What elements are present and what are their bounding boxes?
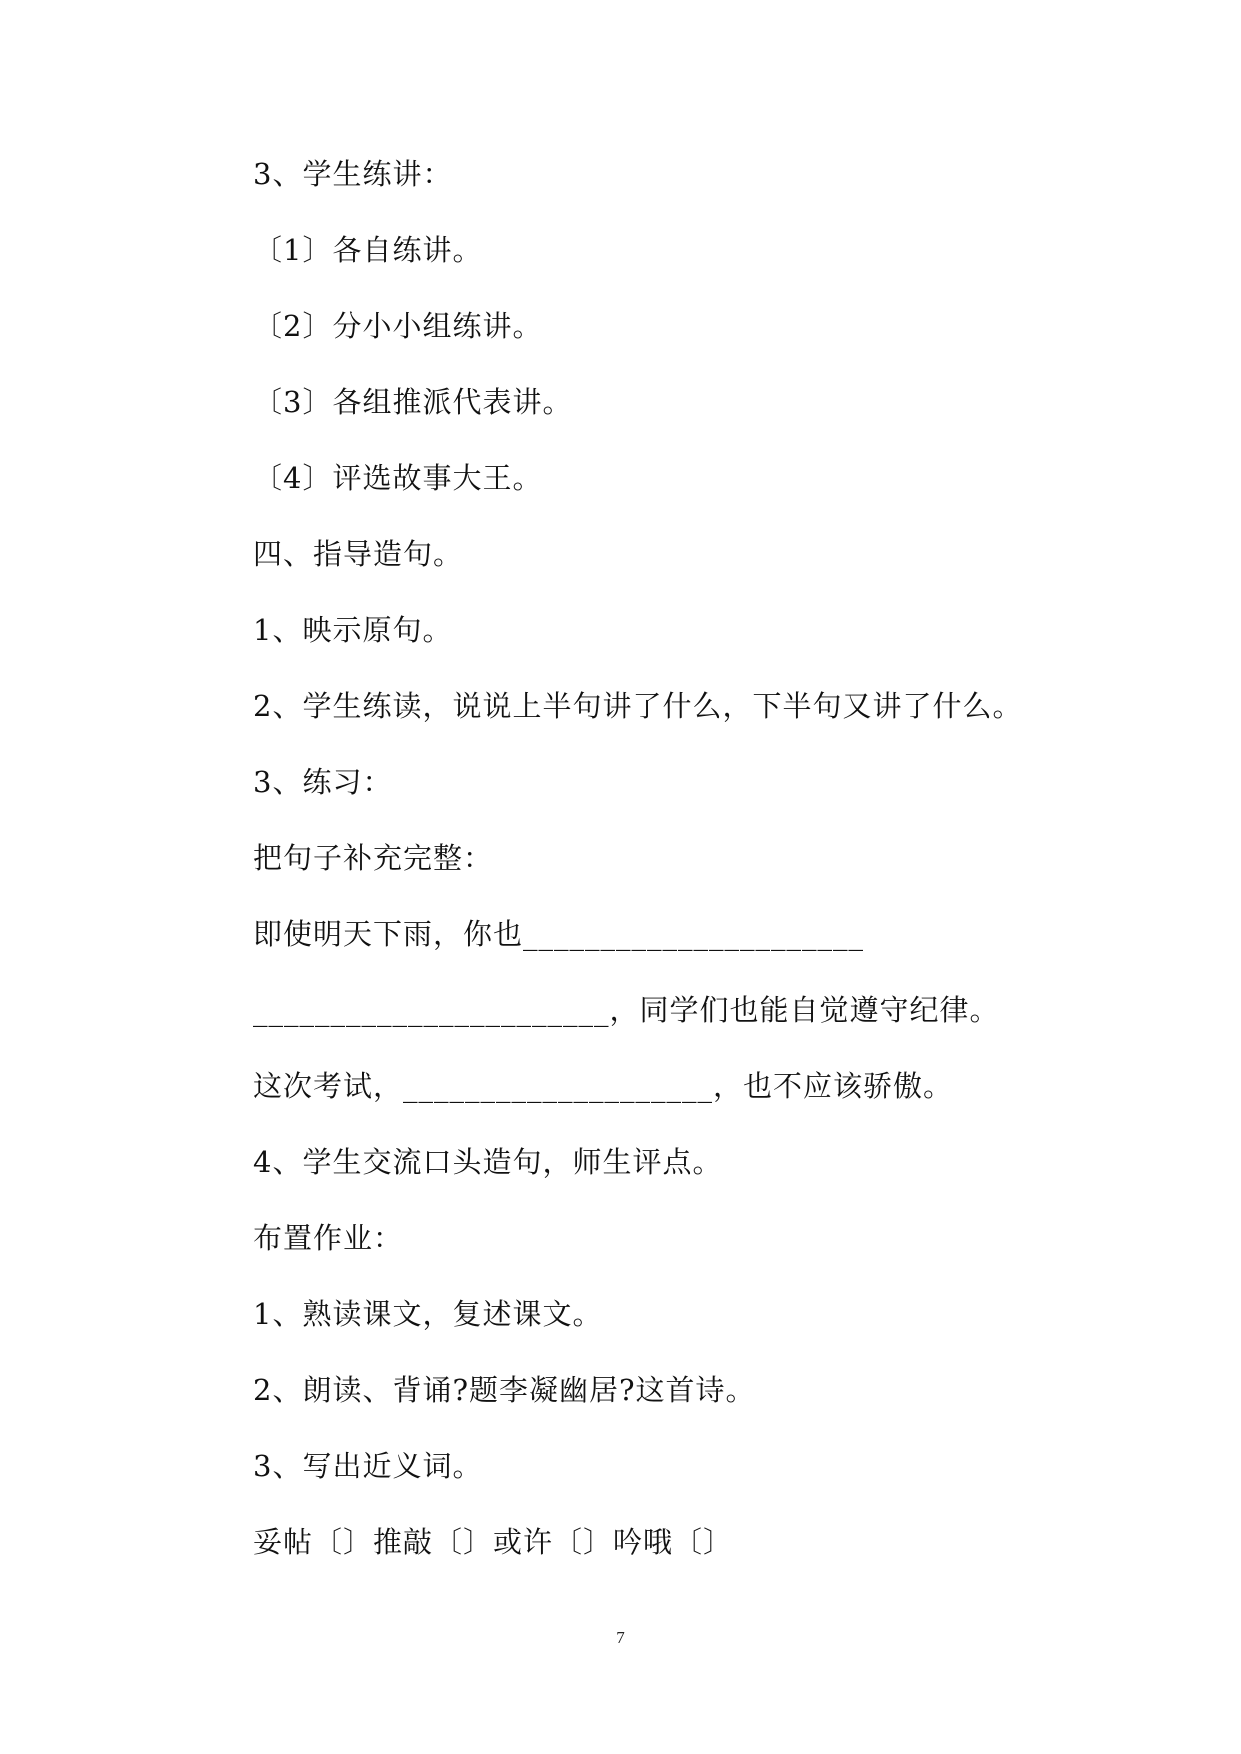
text-line: 4、学生交流口头造句，师生评点。 (253, 1145, 723, 1179)
fill-blank-line: 这次考试，____________________，也不应该骄傲。 (253, 1069, 954, 1103)
text-line: 3、写出近义词。 (253, 1449, 483, 1483)
text-line: 〔4〕评选故事大王。 (253, 461, 543, 495)
fill-blank-line: 即使明天下雨，你也______________________ (253, 917, 865, 951)
page-number: 7 (616, 1628, 625, 1647)
text-line: 〔1〕各自练讲。 (253, 233, 483, 267)
text-line: 3、学生练讲： (253, 157, 453, 191)
text-line: 2、学生练读，说说上半句讲了什么，下半句又讲了什么。 (253, 689, 1023, 723)
text-line: 1、熟读课文，复述课文。 (253, 1297, 603, 1331)
fill-blank-line: _______________________，同学们也能自觉遵守纪律。 (253, 993, 1000, 1027)
text-line: 2、朗读、背诵?题李凝幽居?这首诗。 (253, 1373, 756, 1407)
text-line: 〔3〕各组推派代表讲。 (253, 385, 573, 419)
text-line: 1、映示原句。 (253, 613, 453, 647)
text-line: 〔2〕分小小组练讲。 (253, 309, 543, 343)
text-line: 3、练习： (253, 765, 393, 799)
section-heading: 布置作业： (253, 1221, 404, 1255)
text-line: 妥帖〔〕推敲〔〕或许〔〕吟哦〔〕 (253, 1525, 734, 1559)
text-line: 把句子补充完整： (253, 841, 494, 875)
section-heading: 四、指导造句。 (253, 537, 464, 571)
